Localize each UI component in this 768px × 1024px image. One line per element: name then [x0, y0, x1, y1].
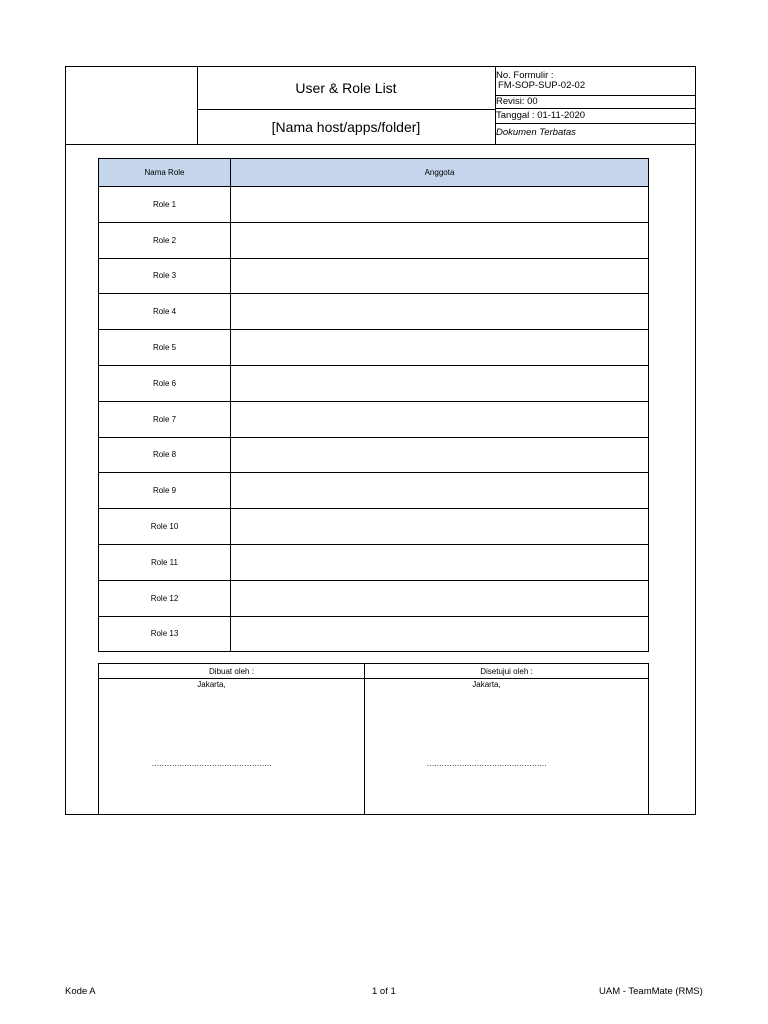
role-name-cell: Role 3: [99, 258, 231, 294]
members-cell[interactable]: [231, 187, 649, 223]
role-name-cell: Role 8: [99, 437, 231, 473]
members-cell[interactable]: [231, 509, 649, 545]
signature-body-row: [99, 679, 649, 815]
table-row: [99, 187, 649, 223]
role-name-cell: Role 10: [99, 509, 231, 545]
roles-table: [98, 158, 649, 652]
header-bottom-line: [65, 144, 696, 145]
column-header-role: Nama Role: [99, 159, 231, 187]
approved-by-label: Disetujui oleh :: [365, 664, 649, 679]
meta-separator-3: [495, 123, 696, 124]
role-name-cell: Role 11: [99, 544, 231, 580]
form-number-value: FM-SOP-SUP-02-02: [498, 80, 586, 91]
roles-table-header: [99, 159, 649, 187]
table-row: [99, 330, 649, 366]
made-by-label: Dibuat oleh :: [99, 664, 365, 679]
table-row: [99, 580, 649, 616]
members-cell[interactable]: [231, 580, 649, 616]
members-cell[interactable]: [231, 437, 649, 473]
table-row: [99, 294, 649, 330]
members-cell[interactable]: [231, 330, 649, 366]
members-cell[interactable]: [231, 544, 649, 580]
made-by-signature-line: …………………………………………: [151, 759, 272, 768]
table-row: [99, 616, 649, 652]
approved-by-signature-line: …………………………………………: [426, 759, 547, 768]
members-cell[interactable]: [231, 473, 649, 509]
approved-by-signature-cell[interactable]: [365, 679, 649, 815]
role-name-cell: Role 9: [99, 473, 231, 509]
table-row: [99, 544, 649, 580]
role-name-cell: Role 13: [99, 616, 231, 652]
footer-page-number: 1 of 1: [372, 986, 396, 997]
footer-code: Kode A: [65, 986, 96, 997]
members-cell[interactable]: [231, 401, 649, 437]
role-name-cell: Role 4: [99, 294, 231, 330]
members-cell[interactable]: [231, 258, 649, 294]
role-name-cell: Role 1: [99, 187, 231, 223]
role-name-cell: Role 7: [99, 401, 231, 437]
role-name-cell: Role 12: [99, 580, 231, 616]
document-title: User & Role List: [295, 79, 397, 96]
role-name-cell: Role 5: [99, 330, 231, 366]
column-header-members: Anggota: [231, 159, 649, 187]
approved-by-city: Jakarta,: [472, 680, 501, 689]
made-by-city: Jakarta,: [197, 680, 226, 689]
form-number-label: No. Formulir :: [496, 70, 554, 81]
role-name-cell: Role 6: [99, 365, 231, 401]
revision-label: Revisi: 00: [496, 96, 538, 107]
table-row: [99, 365, 649, 401]
role-name-cell: Role 2: [99, 222, 231, 258]
members-cell[interactable]: [231, 616, 649, 652]
document-subtitle: [Nama host/apps/folder]: [271, 118, 421, 135]
date-label: Tanggal : 01-11-2020: [496, 110, 586, 121]
table-row: [99, 222, 649, 258]
made-by-signature-cell[interactable]: [99, 679, 365, 815]
table-row: [99, 509, 649, 545]
table-row: [99, 473, 649, 509]
signature-header-row: [99, 664, 649, 679]
table-row: [99, 437, 649, 473]
classification-label: Dokumen Terbatas: [496, 127, 576, 138]
footer-system-name: UAM - TeamMate (RMS): [599, 986, 703, 997]
members-cell[interactable]: [231, 222, 649, 258]
members-cell[interactable]: [231, 294, 649, 330]
members-cell[interactable]: [231, 365, 649, 401]
meta-separator-2: [495, 108, 696, 109]
table-row: [99, 401, 649, 437]
signature-table: [98, 663, 649, 815]
table-row: [99, 258, 649, 294]
